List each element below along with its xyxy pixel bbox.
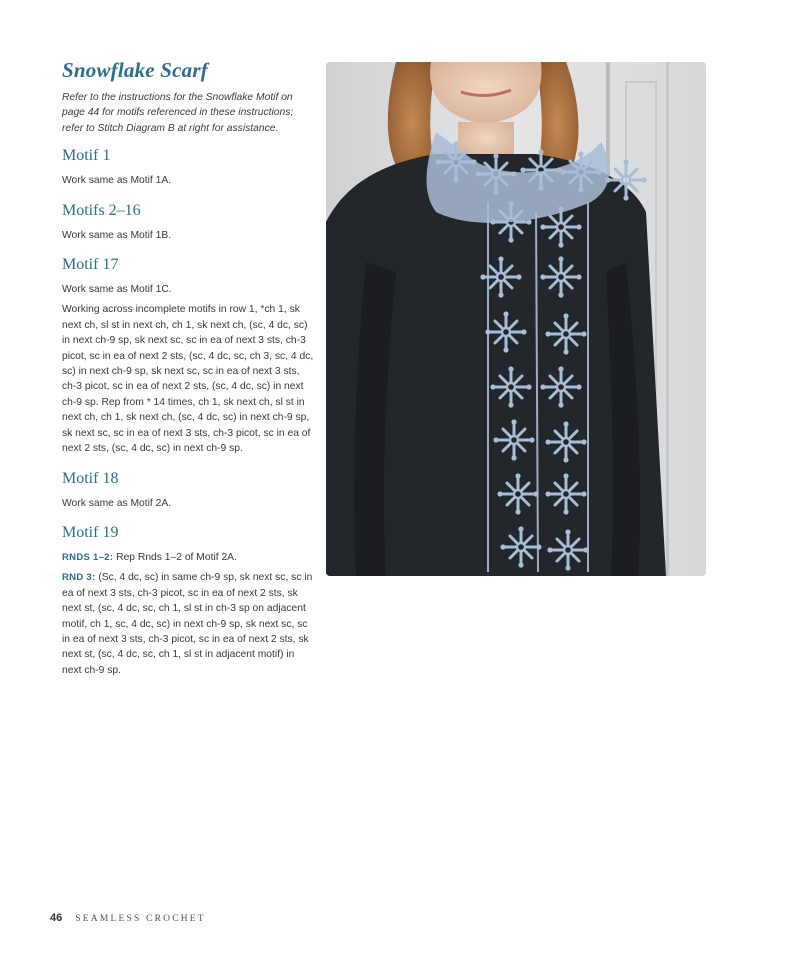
section-motif-19	[62, 524, 314, 678]
section-motif-1	[62, 147, 314, 188]
section-text-instructions: Working across incomplete motifs in row 1, *ch 1, sk next ch, sl st in next ch, ch 1, sk next ch, (sc, 4 dc, sc) in next ch-9 sp, sk next sc, sc in ea of next 3 sts, ch-3 picot, sc in ea of next 2 sts, (sc, 4 dc, sc, ch 3, sc, 4 dc, sc) in next ch-9 sp, sk next sc, sc in ea of next 3 sts, ch-3 picot, sc in ea of next 2 sts, (sc, 4 dc, sc) in next ch-9 sp. Rep from * 14 times, ch 1, sk next ch, sl st in next ch, ch 1, sk next ch, (sc, 4 dc, sc) in next ch-9 sp, sk next sc, sc in ea of next 3 sts, ch-3 picot, sc in ea of next 2 sts, (sc, 4 dc, sc) in next ch-9 sp.	[62, 304, 314, 455]
intro-text: Refer to the instructions for the Snowflake Motif on page 44 for motifs referenced in these instructions; refer to Stitch Diagram B at right for assistance.	[62, 92, 294, 134]
section-text: Work same as Motif 2A.	[62, 497, 172, 509]
running-title: SEAMLESS CROCHET	[75, 914, 206, 924]
section-heading: Motif 1	[62, 147, 111, 165]
section-heading: Motif 17	[62, 256, 119, 274]
round-text: Rep Rnds 1–2 of Motif 2A.	[113, 551, 237, 563]
page-number: 46	[50, 912, 63, 924]
section-motifs-2-16	[62, 202, 314, 243]
round-1-2	[62, 550, 314, 565]
section-motif-17	[62, 256, 314, 456]
section-heading: Motifs 2–16	[62, 201, 141, 219]
section-heading: Motif 19	[62, 523, 119, 541]
section-motif-18	[62, 470, 314, 511]
scarf-photo-illustration	[326, 62, 706, 576]
round-3	[62, 570, 314, 678]
section-text: Work same as Motif 1C.	[62, 284, 172, 296]
text-column	[62, 58, 314, 691]
section-text: Work same as Motif 1A.	[62, 175, 172, 187]
section-heading: Motif 18	[62, 469, 119, 487]
page-title: Snowflake Scarf	[62, 58, 208, 82]
scarf-photo	[326, 62, 706, 576]
page-footer	[50, 912, 206, 924]
round-label: RNDS 1–2:	[62, 551, 114, 563]
section-text: Work same as Motif 1B.	[62, 229, 172, 241]
round-text: (Sc, 4 dc, sc) in same ch-9 sp, sk next sc, sc in ea of next 3 sts, ch-3 picot, sc in ea of next 2 sts, sk next st, (sc, 4 dc, sc, ch 1, sl st in ch-3 sp on adjacent motif, ch 1, sc, 4 dc, sc) in next ch-9 sp, sk next sc, sc in ea of next 3 sts, ch-3 picot, sc in ea of next 2 sts, sk next st, (sc, 4 dc, sc, ch 1, sl st in adjacent motif) in next ch-9 sp.	[62, 572, 313, 676]
round-label: RND 3:	[62, 572, 96, 584]
